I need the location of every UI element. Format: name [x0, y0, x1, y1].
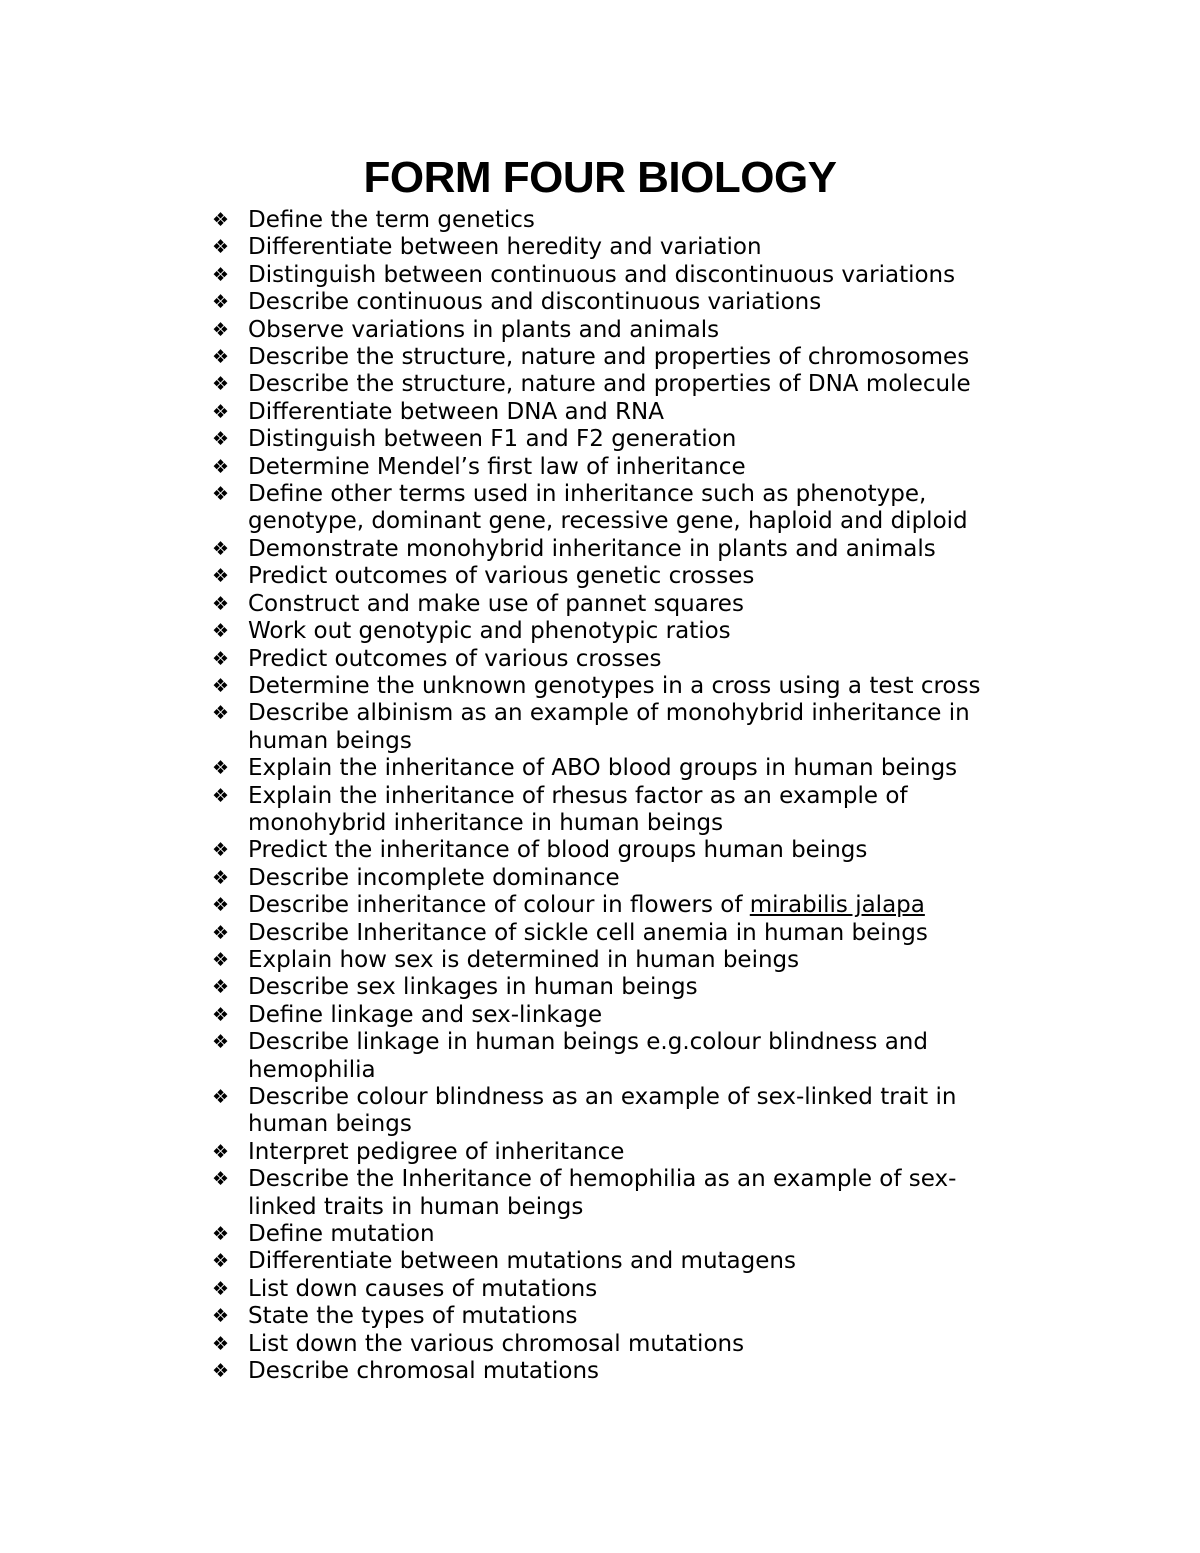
- objective-item: [212, 865, 1012, 892]
- objective-text: Predict the inheritance of blood groups human beings: [248, 837, 868, 864]
- objective-item: [212, 1331, 1012, 1358]
- objective-item: [212, 700, 1012, 755]
- diamond-bullet-icon: ❖: [212, 1277, 230, 1300]
- diamond-bullet-icon: ❖: [212, 592, 230, 615]
- objective-item: [212, 591, 1012, 618]
- diamond-bullet-icon: ❖: [212, 1360, 230, 1383]
- diamond-bullet-icon: ❖: [212, 318, 230, 341]
- objective-item: [212, 481, 1012, 536]
- diamond-bullet-icon: ❖: [212, 455, 230, 478]
- objective-item: [212, 783, 1012, 838]
- objective-item: [212, 755, 1012, 782]
- diamond-bullet-icon: ❖: [212, 428, 230, 451]
- diamond-bullet-icon: ❖: [212, 674, 230, 697]
- objective-item: [212, 1358, 1012, 1385]
- objective-text: Describe albinism as an example of monohybrid inheritance in human beings: [248, 700, 970, 754]
- objective-text: Explain the inheritance of rhesus factor as an example of monohybrid inheritance in human beings: [248, 782, 908, 836]
- objective-text: Determine Mendel’s first law of inheritance: [248, 453, 746, 480]
- objective-item: [212, 1029, 1012, 1084]
- objective-item: [212, 1084, 1012, 1139]
- diamond-bullet-icon: ❖: [212, 346, 230, 369]
- objective-text: Interpret pedigree of inheritance: [248, 1138, 625, 1165]
- objective-text: Demonstrate monohybrid inheritance in plants and animals: [248, 535, 936, 562]
- objective-text: Observe variations in plants and animals: [248, 316, 720, 343]
- objective-text: List down the various chromosal mutations: [248, 1330, 745, 1357]
- objective-text: Describe chromosal mutations: [248, 1358, 600, 1385]
- objective-text: Describe Inheritance of sickle cell anemia in human beings: [248, 919, 928, 946]
- objective-text: Describe the structure, nature and properties of DNA molecule: [248, 371, 971, 398]
- objective-item: [212, 1166, 1012, 1221]
- objective-text: State the types of mutations: [248, 1303, 578, 1330]
- objective-text: Describe linkage in human beings e.g.colour blindness and hemophilia: [248, 1029, 928, 1083]
- diamond-bullet-icon: ❖: [212, 839, 230, 862]
- diamond-bullet-icon: ❖: [212, 1003, 230, 1026]
- objective-item: [212, 1002, 1012, 1029]
- objective-text: Define linkage and sex-linkage: [248, 1001, 603, 1028]
- diamond-bullet-icon: ❖: [212, 757, 230, 780]
- objective-item: [212, 399, 1012, 426]
- objective-text: Explain the inheritance of ABO blood groups in human beings: [248, 755, 958, 782]
- objective-item: [212, 974, 1012, 1001]
- objective-text: Describe inheritance of colour in flowers of: [248, 892, 750, 919]
- objective-item: [212, 947, 1012, 974]
- diamond-bullet-icon: ❖: [212, 948, 230, 971]
- diamond-bullet-icon: ❖: [212, 291, 230, 314]
- objective-item: [212, 920, 1012, 947]
- diamond-bullet-icon: ❖: [212, 1168, 230, 1191]
- objective-item: [212, 1276, 1012, 1303]
- diamond-bullet-icon: ❖: [212, 647, 230, 670]
- objective-item: [212, 344, 1012, 371]
- diamond-bullet-icon: ❖: [212, 784, 230, 807]
- objective-item: [212, 371, 1012, 398]
- objective-text: Define mutation: [248, 1221, 435, 1248]
- objective-item: [212, 892, 1012, 919]
- objective-text: Construct and make use of pannet squares: [248, 590, 744, 617]
- diamond-bullet-icon: ❖: [212, 209, 230, 231]
- objective-text: Define other terms used in inheritance such as phenotype, genotype, dominant gene, recessive gene, haploid and diploid: [248, 481, 968, 535]
- objective-text: Define the term genetics: [248, 207, 535, 233]
- objective-item: [212, 289, 1012, 316]
- diamond-bullet-icon: ❖: [212, 1223, 230, 1246]
- objective-text: Describe continuous and discontinuous variations: [248, 289, 822, 316]
- objective-text: Predict outcomes of various genetic crosses: [248, 563, 755, 590]
- diamond-bullet-icon: ❖: [212, 1086, 230, 1108]
- diamond-bullet-icon: ❖: [212, 1140, 230, 1163]
- diamond-bullet-icon: ❖: [212, 866, 230, 889]
- objective-text: Differentiate between mutations and mutagens: [248, 1248, 796, 1275]
- objective-text: Differentiate between heredity and variation: [248, 234, 762, 261]
- diamond-bullet-icon: ❖: [212, 702, 230, 725]
- objective-text: Distinguish between continuous and discontinuous variations: [248, 261, 956, 288]
- diamond-bullet-icon: ❖: [212, 894, 230, 917]
- objective-item: [212, 673, 1012, 700]
- diamond-bullet-icon: ❖: [212, 1332, 230, 1355]
- objective-text: Describe the Inheritance of hemophilia as an example of sex-linked traits in human beings: [248, 1166, 957, 1220]
- diamond-bullet-icon: ❖: [212, 236, 230, 259]
- objective-item: [212, 563, 1012, 590]
- objective-text: Explain how sex is determined in human beings: [248, 946, 800, 973]
- objective-text: Describe colour blindness as an example of sex-linked trait in human beings: [248, 1084, 957, 1138]
- diamond-bullet-icon: ❖: [212, 921, 230, 944]
- diamond-bullet-icon: ❖: [212, 1031, 230, 1054]
- objective-text: Predict outcomes of various crosses: [248, 645, 662, 672]
- objective-item: [212, 454, 1012, 481]
- diamond-bullet-icon: ❖: [212, 1305, 230, 1328]
- objective-text: Determine the unknown genotypes in a cross using a test cross: [248, 672, 981, 699]
- diamond-bullet-icon: ❖: [212, 263, 230, 286]
- objective-text: Describe the structure, nature and properties of chromosomes: [248, 344, 970, 371]
- objective-text: Work out genotypic and phenotypic ratios: [248, 618, 731, 645]
- diamond-bullet-icon: ❖: [212, 976, 230, 999]
- objective-item: [212, 1139, 1012, 1166]
- objective-list: [212, 207, 1012, 1385]
- objective-text: Describe sex linkages in human beings: [248, 974, 698, 1001]
- objective-text: Differentiate between DNA and RNA: [248, 398, 664, 425]
- objective-text: List down causes of mutations: [248, 1275, 598, 1302]
- objective-item: [212, 1221, 1012, 1248]
- diamond-bullet-icon: ❖: [212, 565, 230, 588]
- objective-item: [212, 536, 1012, 563]
- objective-item: [212, 207, 1012, 234]
- objective-underlined-term: mirabilis jalapa: [749, 892, 925, 919]
- objective-item: [212, 426, 1012, 453]
- diamond-bullet-icon: ❖: [212, 620, 230, 643]
- document-title: FORM FOUR BIOLOGY: [363, 153, 837, 202]
- diamond-bullet-icon: ❖: [212, 537, 230, 560]
- diamond-bullet-icon: ❖: [212, 483, 230, 506]
- objective-item: [212, 646, 1012, 673]
- objective-item: [212, 1303, 1012, 1330]
- diamond-bullet-icon: ❖: [212, 1250, 230, 1273]
- objective-text: Distinguish between F1 and F2 generation: [248, 426, 737, 453]
- objective-item: [212, 262, 1012, 289]
- objective-item: [212, 317, 1012, 344]
- diamond-bullet-icon: ❖: [212, 373, 230, 396]
- diamond-bullet-icon: ❖: [212, 400, 230, 423]
- objective-item: [212, 234, 1012, 261]
- objective-text: Describe incomplete dominance: [248, 864, 620, 891]
- objective-item: [212, 1248, 1012, 1275]
- objective-item: [212, 837, 1012, 864]
- objective-item: [212, 618, 1012, 645]
